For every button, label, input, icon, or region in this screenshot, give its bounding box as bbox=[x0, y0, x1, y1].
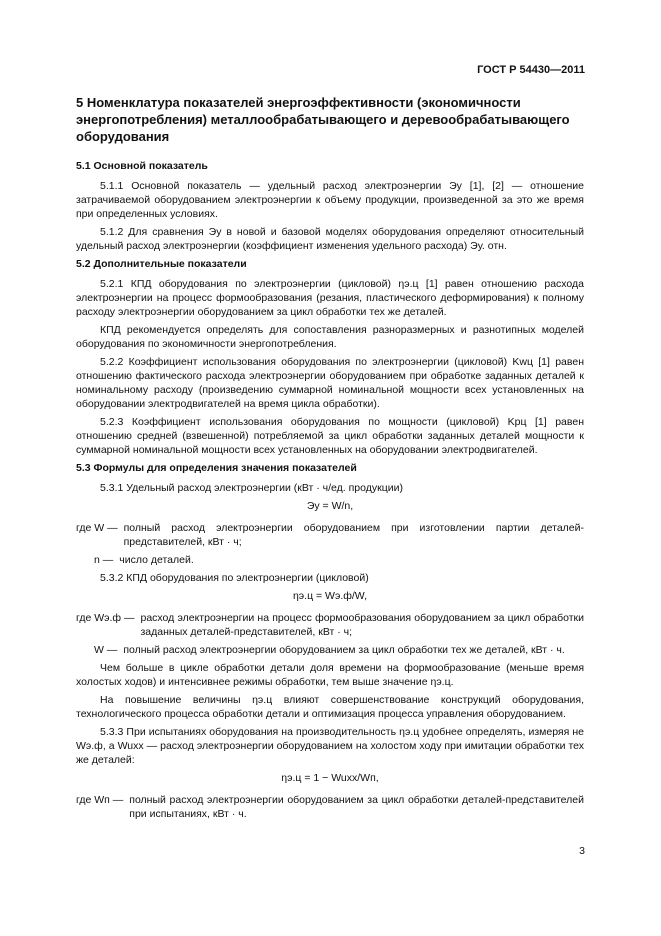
formula-specific-consumption: Эу = W/n, bbox=[306, 500, 354, 512]
para-5-2-3: 5.2.3 Коэффициент использования оборудования по мощности (цикловой) Kpц [1] равен отношению средней (взвешенной) потребляемой за цикл обработки заданных деталей мощности к суммарной номинальной мощности всех установленных на оборудовании электродвигателей. bbox=[76, 416, 584, 456]
para-5-2-2: 5.2.2 Коэффициент использования оборудования по электроэнергии (цикловой) Kwц [1] равен отношению фактического расхода электроэнергии оборудованием при обработке заданных деталей к номинальному расходу (произведению суммарной номинальной мощности всех установленных на оборудовании электродвигателей на время цикла обработки). bbox=[76, 356, 584, 410]
para-efficiency-note: Чем больше в цикле обработки детали доля времени на формообразование (меньше время холостых ходов) и интенсивнее режимы обработки, тем выше значение ηэ.ц. bbox=[76, 662, 584, 688]
formula-efficiency-idle: ηэ.ц = 1 − Wuхх/Wп, bbox=[281, 772, 379, 784]
where-term: n — bbox=[94, 554, 114, 566]
where-item bbox=[76, 521, 584, 549]
heading-5-1: 5.1 Основной показатель bbox=[76, 160, 208, 172]
para-5-2-1: 5.2.1 КПД оборудования по электроэнергии (цикловой) ηэ.ц [1] равен отношению расхода электроэнергии на процесс формообразования (резания, пластического деформирования) к полному расходу электроэнергии оборудованием за цикл обработки тех же деталей. bbox=[76, 278, 584, 318]
page-number: 3 bbox=[579, 845, 585, 857]
where-item bbox=[76, 793, 584, 821]
where-definition: число деталей. bbox=[119, 554, 194, 566]
heading-5-3: 5.3 Формулы для определения значения показателей bbox=[76, 462, 357, 474]
para-5-1-1: 5.1.1 Основной показатель — удельный расход электроэнергии Эу [1], [2] — отношение затрачиваемой оборудованием электроэнергии к объему продукции, произведенной за это же время при определенных условиях. bbox=[76, 180, 584, 220]
section-title: 5 Номенклатура показателей энергоэффективности (экономичности энергопотребления) металлообрабатывающего и деревообрабатывающего оборудования bbox=[76, 95, 570, 144]
para-5-3-1: 5.3.1 Удельный расход электроэнергии (кВт · ч/ед. продукции) bbox=[100, 482, 403, 494]
formula-efficiency: ηэ.ц = Wэ.ф/W, bbox=[292, 590, 368, 602]
where-term: где W — bbox=[76, 522, 118, 534]
where-definition: расход электроэнергии на процесс формообразования оборудованием за цикл обработки заданных деталей-представителей, кВт · ч; bbox=[140, 612, 584, 638]
where-item bbox=[76, 553, 584, 567]
heading-5-2: 5.2 Дополнительные показатели bbox=[76, 258, 247, 270]
where-item bbox=[76, 611, 584, 639]
where-item bbox=[76, 643, 584, 657]
where-definition: полный расход электроэнергии оборудованием за цикл обработки деталей-представителей при испытаниях, кВт · ч. bbox=[129, 794, 584, 820]
para-efficiency-factors: На повышение величины ηэ.ц влияют совершенствование конструкций оборудования, технологического процесса обработки детали и оптимизация процесса управления оборудованием. bbox=[76, 694, 584, 720]
document-header: ГОСТ Р 54430—2011 bbox=[477, 64, 585, 76]
where-term: W — bbox=[94, 644, 118, 656]
para-5-3-2: 5.3.2 КПД оборудования по электроэнергии (цикловой) bbox=[100, 572, 369, 584]
para-kpd-note: КПД рекомендуется определять для сопоставления разноразмерных и разнотипных моделей оборудования по экономичности энергопотребления. bbox=[76, 324, 584, 350]
para-5-1-2: 5.1.2 Для сравнения Эу в новой и базовой моделях оборудования определяют относительный удельный расход электроэнергии (коэффициент изменения удельного расхода) Эу. отн. bbox=[76, 226, 584, 252]
where-definition: полный расход электроэнергии оборудованием за цикл обработки тех же деталей, кВт · ч. bbox=[123, 644, 565, 656]
where-term: где Wэ.ф — bbox=[76, 612, 135, 624]
page-content bbox=[76, 94, 584, 825]
where-term: где Wп — bbox=[76, 794, 124, 806]
where-definition: полный расход электроэнергии оборудованием при изготовлении партии деталей-представителей, кВт · ч; bbox=[123, 522, 584, 548]
para-5-3-3: 5.3.3 При испытаниях оборудования на производительность ηэ.ц удобнее определять, измеряя не Wэ.ф, а Wuхх — расход электроэнергии оборудованием на холостом ходу при имитации обработки тех же деталей: bbox=[76, 726, 584, 766]
